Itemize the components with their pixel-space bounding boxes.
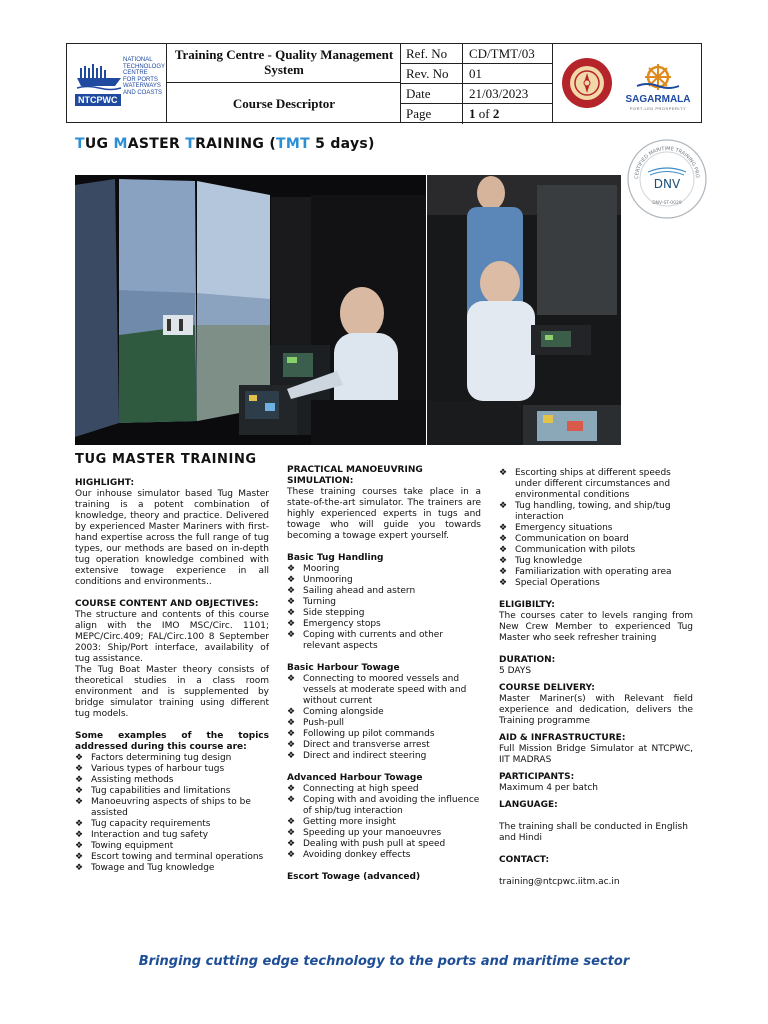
title-letter: M <box>113 136 128 152</box>
title-abbrev: TMT <box>276 136 310 152</box>
list-item-text: Escort towing and terminal operations <box>91 852 264 862</box>
bullet-icon: ❖ <box>287 718 296 728</box>
participants-heading: PARTICIPANTS: <box>499 772 575 782</box>
iit-madras-seal-icon <box>561 54 613 112</box>
list-item <box>75 786 269 797</box>
list-item-text: Emergency situations <box>515 523 613 533</box>
partner-logos <box>553 44 703 122</box>
bullet-icon: ❖ <box>499 578 508 588</box>
basic-tug-handling-heading: Basic Tug Handling <box>287 553 384 563</box>
section-heading: TUG MASTER TRAINING <box>75 452 257 467</box>
escort-towage-list <box>499 468 693 589</box>
pms-heading: PRACTICAL MANOEUVRING SIMULATION: <box>287 465 423 486</box>
bullet-icon: ❖ <box>287 575 296 585</box>
list-item-text: Coming alongside <box>303 707 384 717</box>
list-item <box>287 751 481 762</box>
page-label: Page <box>401 104 463 124</box>
list-item <box>287 784 481 795</box>
list-item-text: Direct and transverse arrest <box>303 740 430 750</box>
title-text: RAINING ( <box>195 136 277 152</box>
list-item-text: Familiarization with operating area <box>515 567 672 577</box>
list-item-text: Tug handling, towing, and ship/tug interaction <box>515 501 671 522</box>
list-item <box>499 523 693 534</box>
page-of: of <box>475 106 493 121</box>
meta-row-page <box>401 104 553 124</box>
list-item <box>75 830 269 841</box>
list-item-text: Sailing ahead and astern <box>303 586 416 596</box>
bullet-icon: ❖ <box>499 501 508 511</box>
bullet-icon: ❖ <box>287 751 296 761</box>
list-item <box>75 863 269 874</box>
ntcpwc-line: CENTRE <box>123 70 148 77</box>
bullet-icon: ❖ <box>287 619 296 629</box>
bullet-icon: ❖ <box>287 608 296 618</box>
list-item <box>499 501 693 523</box>
list-item-text: Avoiding donkey effects <box>303 850 411 860</box>
list-item-text: Factors determining tug design <box>91 753 232 763</box>
advanced-harbour-towage-heading: Advanced Harbour Towage <box>287 773 423 783</box>
list-item-text: Communication on board <box>515 534 629 544</box>
list-item <box>75 753 269 764</box>
column-right <box>499 468 693 888</box>
highlight-paragraph: Our inhouse simulator based Tug Master training is a potent combination of knowledge, theory and practice. Delivered by experienced Master Mariners with first-hand expertise across the full range of tug types, our methods are based on in-depth tug operation knowledge combined with extensive towage experience in all conditions and environments.. <box>75 489 269 587</box>
list-item <box>499 545 693 556</box>
list-item <box>499 534 693 545</box>
bullet-icon: ❖ <box>287 707 296 717</box>
sagarmala-wordmark: SAGARMALA <box>625 94 691 105</box>
list-item-text: Towage and Tug knowledge <box>91 863 215 873</box>
title-text: ASTER <box>127 136 186 152</box>
list-item <box>75 852 269 863</box>
list-item <box>287 608 481 619</box>
ntcpwc-name <box>123 57 167 97</box>
bullet-icon: ❖ <box>75 764 84 774</box>
list-item-text: Direct and indirect steering <box>303 751 427 761</box>
list-item <box>287 839 481 850</box>
list-item <box>287 597 481 608</box>
basic-harbour-towage-heading: Basic Harbour Towage <box>287 663 400 673</box>
course-delivery-heading: COURSE DELIVERY: <box>499 683 595 693</box>
list-item-text: Speeding up your manoeuvres <box>303 828 442 838</box>
examples-heading: Some examples of the topics addressed during this course are: <box>75 731 269 752</box>
bullet-icon: ❖ <box>287 597 296 607</box>
list-item-text: Tug capabilities and limitations <box>91 786 231 796</box>
eligibility-heading: ELIGIBILTY: <box>499 600 555 610</box>
escort-towage-heading: Escort Towage (advanced) <box>287 872 421 882</box>
ntcpwc-badge: NTCPWC <box>75 94 121 106</box>
document-meta-table <box>401 44 553 122</box>
list-item-text: Turning <box>303 597 336 607</box>
list-item <box>287 630 481 652</box>
list-item-text: Tug knowledge <box>515 556 583 566</box>
dnv-certification-badge <box>626 138 708 220</box>
course-delivery-text: Master Mariner(s) with Relevant field experience and dedication, delivers the Training programme <box>499 694 693 726</box>
bullet-icon: ❖ <box>75 775 84 785</box>
bullet-icon: ❖ <box>75 841 84 851</box>
ntcpwc-logo <box>67 44 167 122</box>
list-item-text: Push-pull <box>303 718 345 728</box>
page-value <box>463 104 499 124</box>
bullet-icon: ❖ <box>75 852 84 862</box>
list-item-text: Towing equipment <box>91 841 174 851</box>
title-text: 5 days) <box>309 136 375 152</box>
list-item <box>287 729 481 740</box>
contact-email: training@ntcpwc.iitm.ac.in <box>499 877 620 887</box>
rev-label: Rev. No <box>401 64 463 84</box>
list-item <box>287 828 481 839</box>
language-heading: LANGUAGE: <box>499 800 558 810</box>
list-item <box>287 795 481 817</box>
list-item-text: Connecting at high speed <box>303 784 419 794</box>
list-item <box>287 850 481 861</box>
date-label: Date <box>401 84 463 104</box>
bullet-icon: ❖ <box>287 729 296 739</box>
bullet-icon: ❖ <box>75 830 84 840</box>
bridge-simulator-image <box>75 175 426 445</box>
ntcpwc-line: TECHNOLOGY <box>123 63 166 70</box>
list-item-text: Assisting methods <box>91 775 174 785</box>
list-item-text: Getting more insight <box>303 817 396 827</box>
date-value: 21/03/2023 <box>469 86 529 101</box>
list-item <box>287 564 481 575</box>
qms-title: Training Centre - Quality Management System <box>167 45 401 83</box>
page-number: 1 <box>469 106 476 121</box>
bullet-icon: ❖ <box>499 556 508 566</box>
list-item-text: Coping with and avoiding the influence of ship/tug interaction <box>303 795 480 816</box>
course-content-heading: COURSE CONTENT AND OBJECTIVES: <box>75 599 259 609</box>
list-item <box>287 575 481 586</box>
list-item-text: Tug capacity requirements <box>91 819 211 829</box>
ship-wheel-icon <box>633 62 683 92</box>
svg-text:DNV: DNV <box>653 177 681 191</box>
bullet-icon: ❖ <box>287 828 296 838</box>
bullet-icon: ❖ <box>75 786 84 796</box>
examples-list <box>75 753 269 874</box>
list-item <box>75 775 269 786</box>
basic-harbour-towage-list <box>287 674 481 762</box>
bullet-icon: ❖ <box>499 545 508 555</box>
list-item-text: Mooring <box>303 564 340 574</box>
list-item-text: Special Operations <box>515 578 600 588</box>
sagarmala-tagline: PORT-LED PROSPERITY <box>629 106 687 111</box>
list-item-text: Emergency stops <box>303 619 381 629</box>
list-item-text: Following up pilot commands <box>303 729 435 739</box>
list-item-text: Interaction and tug safety <box>91 830 209 840</box>
ref-value: CD/TMT/03 <box>469 46 535 61</box>
duration-text: 5 DAYS <box>499 666 532 676</box>
column-left <box>75 452 269 874</box>
list-item <box>75 841 269 852</box>
title-letter: T <box>185 136 196 152</box>
bullet-icon: ❖ <box>287 586 296 596</box>
bullet-icon: ❖ <box>287 839 296 849</box>
duration-heading: DURATION: <box>499 655 556 665</box>
bullet-icon: ❖ <box>287 795 296 805</box>
bullet-icon: ❖ <box>75 753 84 763</box>
meta-row-ref <box>401 44 553 64</box>
participants-text: Maximum 4 per batch <box>499 783 599 793</box>
page-total: 2 <box>492 106 500 121</box>
bullet-icon: ❖ <box>287 784 296 794</box>
advanced-harbour-towage-list <box>287 784 481 861</box>
list-item <box>287 817 481 828</box>
meta-row-date <box>401 84 553 104</box>
list-item-text: Escorting ships at different speeds under different circumstances and environmental conditions <box>515 468 671 500</box>
list-item <box>499 468 693 501</box>
list-item-text: Various types of harbour tugs <box>91 764 225 774</box>
list-item <box>499 556 693 567</box>
list-item-text: Dealing with push pull at speed <box>303 839 446 849</box>
bullet-icon: ❖ <box>499 523 508 533</box>
aid-infrastructure-heading: AID & INFRASTRUCTURE: <box>499 733 626 743</box>
column-middle <box>287 465 481 883</box>
list-item <box>287 718 481 729</box>
ntcpwc-line: WATERWAYS <box>123 83 161 90</box>
ntcpwc-line: FOR PORTS <box>123 76 158 83</box>
bullet-icon: ❖ <box>287 740 296 750</box>
title-text: UG <box>84 136 114 152</box>
basic-tug-handling-list <box>287 564 481 652</box>
contact-heading: CONTACT: <box>499 855 550 865</box>
ntcpwc-line: AND COASTS <box>123 89 163 96</box>
simulator-photo-2 <box>427 175 621 445</box>
bullet-icon: ❖ <box>287 674 296 684</box>
pms-paragraph: These training courses take place in a state-of-the-art simulator. The trainers are highly experienced experts in tugs and towage who will guide you towards becoming a towage expert yourself. <box>287 487 481 541</box>
svg-text:DNV-ST-0029: DNV-ST-0029 <box>652 201 682 206</box>
ntcpwc-line: NATIONAL <box>123 57 153 63</box>
list-item-text: Manoeuvring aspects of ships to be assisted <box>91 797 251 818</box>
bullet-icon: ❖ <box>75 819 84 829</box>
list-item <box>499 567 693 578</box>
bullet-icon: ❖ <box>287 564 296 574</box>
course-title <box>75 136 375 152</box>
meta-row-rev <box>401 64 553 84</box>
list-item <box>75 819 269 830</box>
list-item <box>287 674 481 707</box>
ship-icon <box>75 58 123 92</box>
ref-label: Ref. No <box>401 44 463 64</box>
course-content-paragraph: The Tug Boat Master theory consists of theoretical studies in a class room environment and is supplemented by bridge simulator training using different tug models. <box>75 665 269 719</box>
list-item <box>287 619 481 630</box>
bullet-icon: ❖ <box>499 468 508 478</box>
list-item-text: Connecting to moored vessels and vessels at moderate speed with and without current <box>303 674 467 706</box>
footer-tagline: Bringing cutting edge technology to the ports and maritime sector <box>138 954 630 969</box>
list-item <box>287 740 481 751</box>
bullet-icon: ❖ <box>499 534 508 544</box>
svg-text:CERTIFIED MARITIME TRAINING PR: CERTIFIED MARITIME TRAINING PRO <box>633 145 701 180</box>
bullet-icon: ❖ <box>75 863 84 873</box>
bullet-icon: ❖ <box>499 567 508 577</box>
language-text: The training shall be conducted in English and Hindi <box>499 822 688 843</box>
document-header <box>66 43 702 123</box>
list-item <box>287 586 481 597</box>
title-letter: T <box>75 136 85 152</box>
header-title-cell <box>167 44 401 122</box>
list-item <box>499 578 693 589</box>
bullet-icon: ❖ <box>287 817 296 827</box>
bullet-icon: ❖ <box>75 797 84 807</box>
aid-infrastructure-text: Full Mission Bridge Simulator at NTCPWC, IIT MADRAS <box>499 744 693 765</box>
bullet-icon: ❖ <box>287 850 296 860</box>
trainees-at-console-image <box>427 175 621 445</box>
list-item-text: Communication with pilots <box>515 545 636 555</box>
course-descriptor-label: Course Descriptor <box>232 96 336 111</box>
bullet-icon: ❖ <box>287 630 296 640</box>
list-item <box>287 707 481 718</box>
course-content-paragraph: The structure and contents of this course align with the IMO MSC/Circ. 1101; MEPC/Circ.409; FAL/Circ.100 8 September 2003: Ship/Port interface, availability of tug assistance. <box>75 610 269 664</box>
list-item-text: Coping with currents and other relevant aspects <box>303 630 444 651</box>
list-item-text: Unmooring <box>303 575 353 585</box>
eligibility-text: The courses cater to levels ranging from New Crew Member to experienced Tug Master who seek refresher training <box>499 611 693 643</box>
rev-value: 01 <box>469 66 482 81</box>
list-item-text: Side stepping <box>303 608 365 618</box>
highlight-heading: HIGHLIGHT: <box>75 478 135 488</box>
simulator-photo-1 <box>75 175 426 445</box>
list-item <box>75 797 269 819</box>
list-item <box>75 764 269 775</box>
